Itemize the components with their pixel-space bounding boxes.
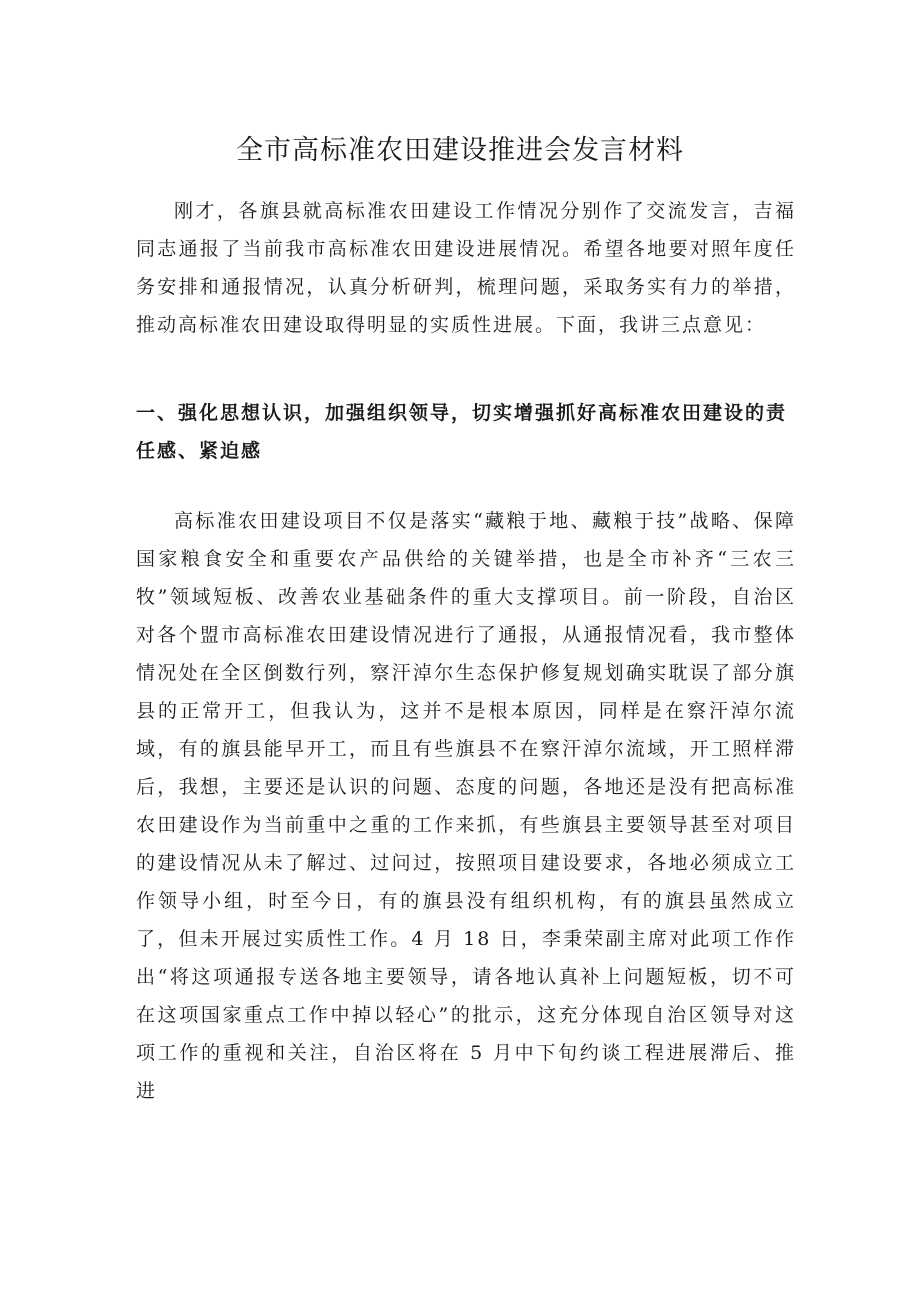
document-title: 全市高标准农田建设推进会发言材料 (236, 135, 684, 166)
section-heading: 一、强化思想认识，加强组织领导，切实增强抓好高标准农田建设的责任感、紧迫感 (136, 402, 788, 462)
intro-paragraph: 刚才，各旗县就高标准农田建设工作情况分别作了交流发言，吉福同志通报了当前我市高标准农田建设进展情况。希望各地要对照年度任务安排和通报情况，认真分析研判，梳理问题，采取务实有力的举措，推动高标准农田建设取得明显的实质性进展。下面，我讲三点意见： (136, 200, 796, 336)
section-paragraph: 高标准农田建设项目不仅是落实“藏粮于地、藏粮于技”战略、保障国家粮食安全和重要农产品供给的关键举措，也是全市补齐“三农三牧”领域短板、改善农业基础条件的重大支撑项目。前一阶段，自治区对各个盟市高标准农田建设情况进行了通报，从通报情况看，我市整体情况处在全区倒数行列，察汗淖尔生态保护修复规划确实耽误了部分旗县的正常开工，但我认为，这并不是根本原因，同样是在察汗淖尔流域，有的旗县能早开工，而且有些旗县不在察汗淖尔流域，开工照样滞后，我想，主要还是认识的问题、态度的问题，各地还是没有把高标准农田建设作为当前重中之重的工作来抓，有些旗县主要领导甚至对项目的建设情况从未了解过、过问过，按照项目建设要求，各地必须成立工作领导小组，时至今日，有的旗县没有组织机构，有的旗县虽然成立了，但未开展过实质性工作。4 月 18 日，李秉荣副主席对此项工作作出“将这项通报专送各地主要领导，请各地认真补上问题短板，切不可在这项国家重点工作中掉以轻心”的批示，这充分体现自治区领导对这项工作的重视和关注，自治区将在 5 月中下旬约谈工程进展滞后、推进 (136, 510, 796, 1102)
